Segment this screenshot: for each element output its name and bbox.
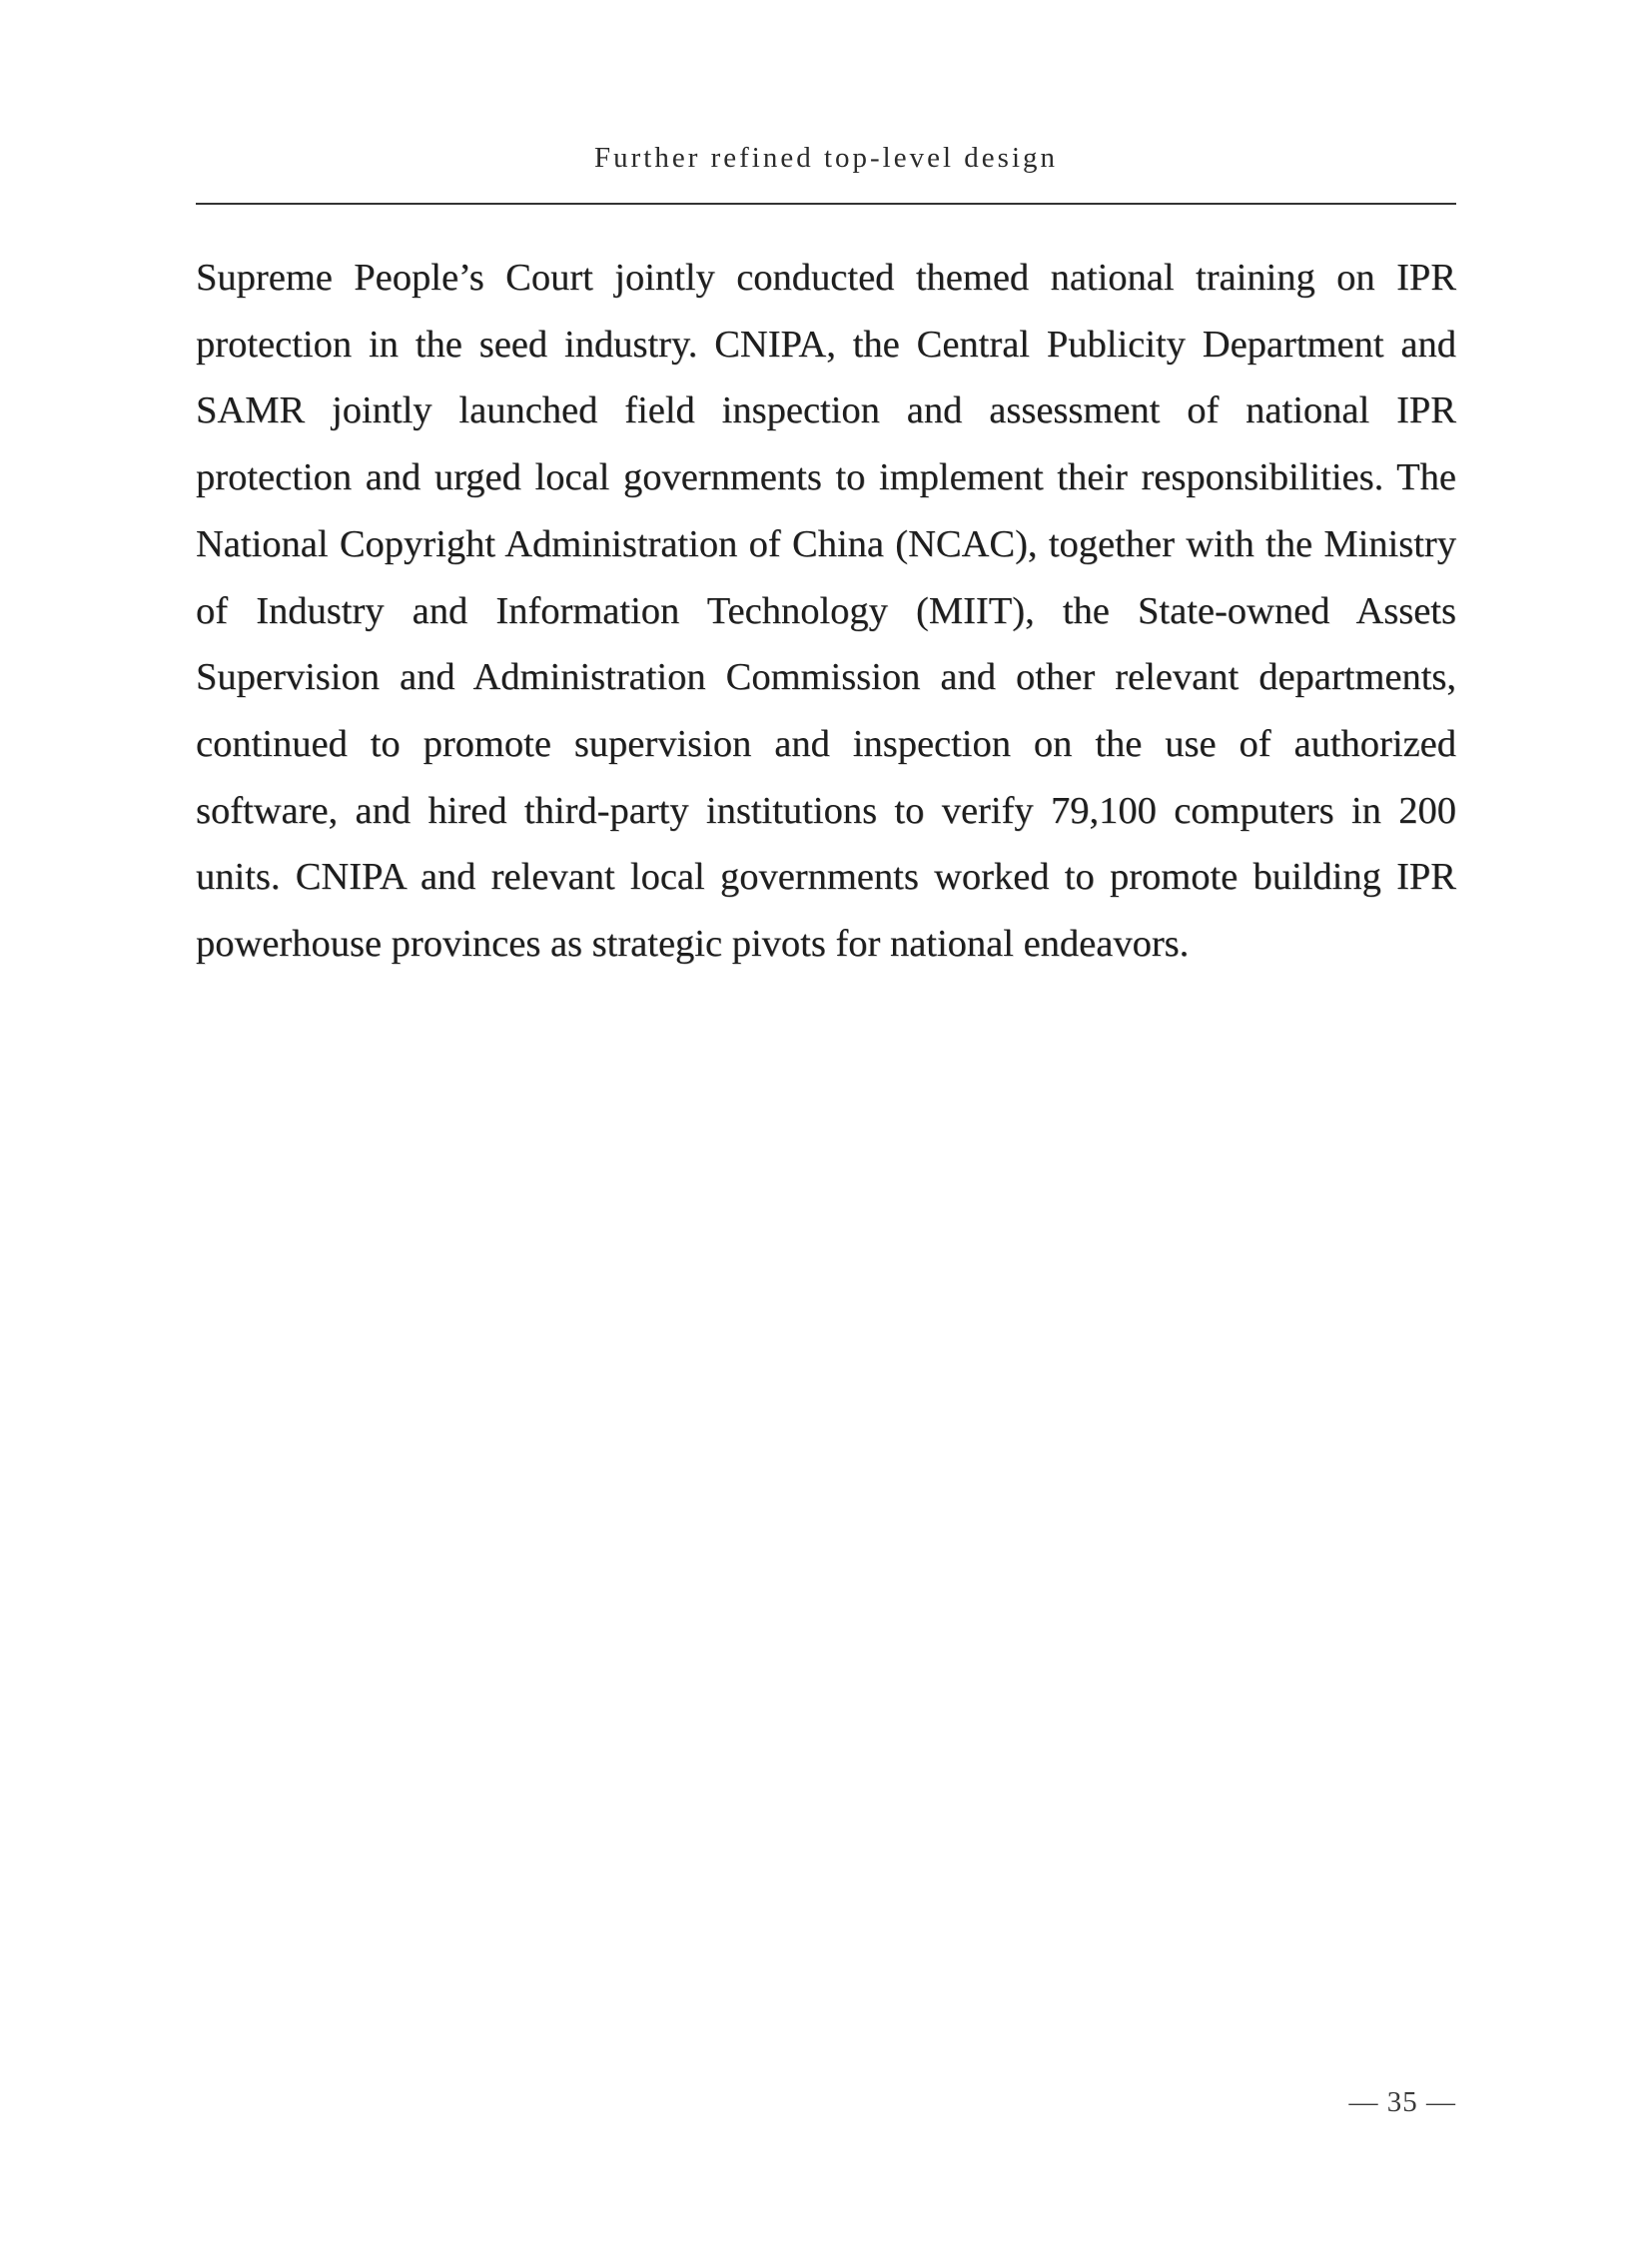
body-paragraph: Supreme People’s Court jointly conducted themed national training on IPR protection in the seed industry. CNIPA, the Central Publicity Department and SAMR jointly launched field inspection and assessment of national IPR protection and urged local governments to implement their responsibilities. The National Copyright Administration of China (NCAC), together with the Ministry of Industry and Information Technology (MIIT), the State-owned Assets Supervision and Administration Commission and other relevant departments, continued to promote supervision and inspection on the use of authorized software, and hired third-party institutions to verify 79,100 computers in 200 units. CNIPA and relevant local governments worked to promote building IPR powerhouse provinces as strategic pivots for national endeavors. xyxy=(196,257,1456,966)
running-header: Further refined top-level design xyxy=(593,142,1059,174)
header-divider xyxy=(196,203,1456,205)
page-number: — 35 — xyxy=(1348,2086,1456,2118)
